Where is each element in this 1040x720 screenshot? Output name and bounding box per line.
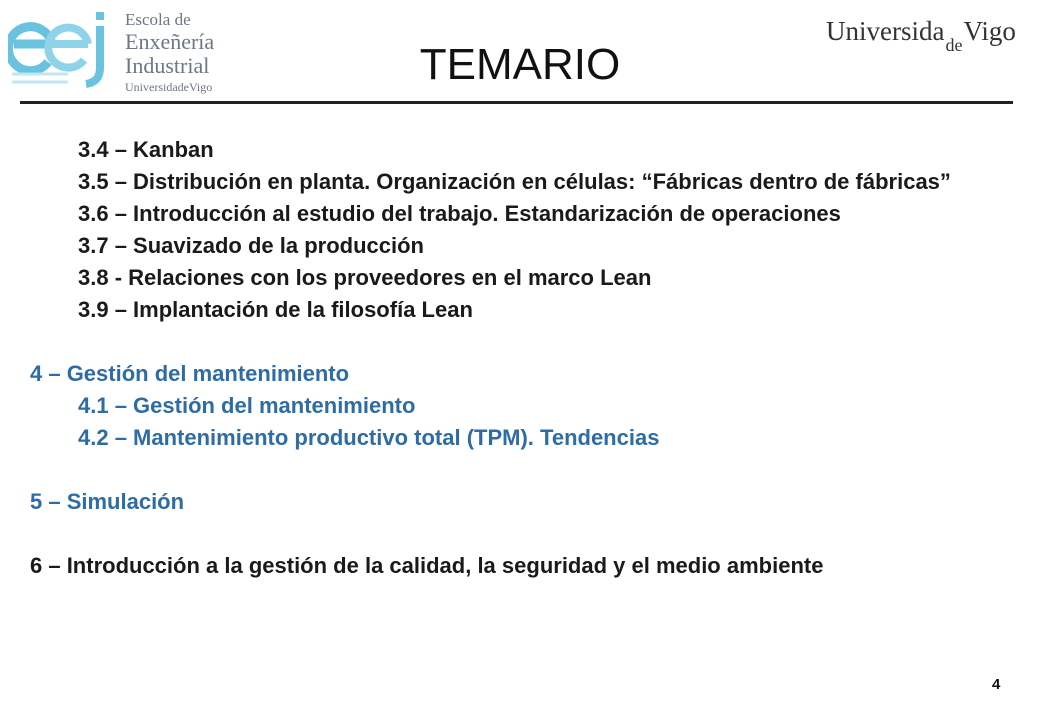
- section-heading: 6 – Introducción a la gestión de la calidad, la seguridad y el medio ambiente: [30, 553, 824, 578]
- uvigo-logo-part2: de: [945, 35, 963, 55]
- list-item: 3.5 – Distribución en planta. Organización en células: “Fábricas dentro de fábricas”: [78, 169, 951, 194]
- list-item: 3.6 – Introducción al estudio del trabajo. Estandarización de operaciones: [78, 201, 841, 226]
- logo-line-4: UniversidadeVigo: [125, 80, 213, 94]
- logo-line-3: Industrial: [125, 53, 210, 78]
- list-item: 4.1 – Gestión del mantenimiento: [78, 393, 416, 418]
- logo-line-2: Enxeñería: [125, 29, 215, 54]
- list-item: 3.4 – Kanban: [78, 137, 214, 162]
- section-heading: 4 – Gestión del mantenimiento: [30, 361, 350, 386]
- list-item: 3.8 - Relaciones con los proveedores en el marco Lean: [78, 265, 652, 290]
- section-heading: 5 – Simulación: [30, 489, 185, 514]
- uvigo-logo-part3: Vigo: [963, 16, 1016, 46]
- syllabus-list: [30, 134, 1015, 582]
- logo-line-1: Escola de: [125, 10, 191, 29]
- list-item: 4.2 – Mantenimiento productivo total (TPM). Tendencias: [78, 425, 660, 450]
- slide-title: TEMARIO: [419, 40, 621, 89]
- list-item: 3.9 – Implantación de la filosofía Lean: [78, 297, 473, 322]
- list-item: 3.7 – Suavizado de la producción: [78, 233, 424, 258]
- page-number: 4: [992, 676, 1001, 693]
- title-divider: [20, 101, 1013, 104]
- uvigo-logo-part1: Universida: [826, 16, 945, 46]
